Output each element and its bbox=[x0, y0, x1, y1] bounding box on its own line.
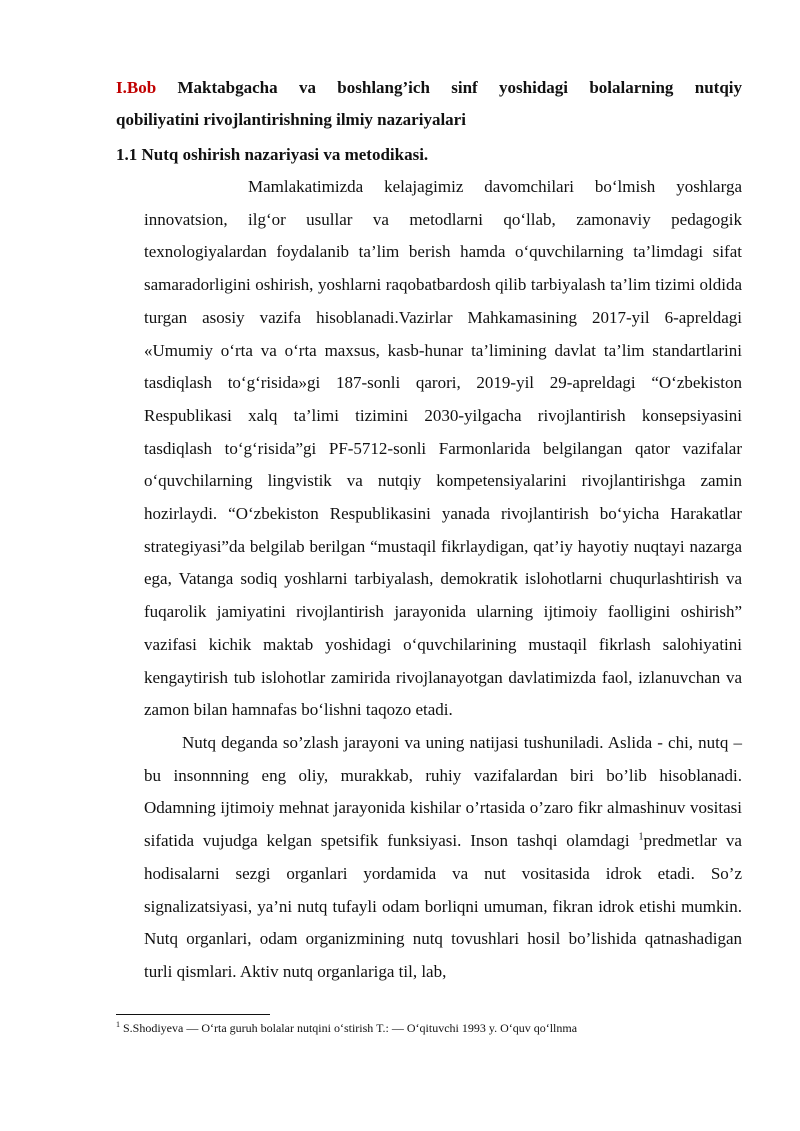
section-title: 1.1 Nutq oshirish nazariyasi va metodikasi. bbox=[116, 145, 429, 164]
footnote-reference[interactable]: 1 bbox=[638, 831, 644, 843]
body-paragraph-1: Mamlakatimizda kelajagimiz davomchilari bo‘lmish yoshlarga innovatsion, ilg‘or usullar va metodlarni qo‘llab, zamonaviy pedagogik texnologiyalardan foydalanib ta’lim berish hamda o‘quvchilarning ta’limdagi sifat samaradorligini oshirish, yoshlarni raqobatbardosh qilib tarbiyalash ta’lim tizimi oldida turgan asosiy vazifa hisoblanadi.Vazirlar Mahkamasining 2017-yil 6-apreldagi «Umumiy o‘rta va o‘rta maxsus, kasb-hunar ta’limining davlat ta’lim standartlarini tasdiqlash to‘g‘risida»gi 187-sonli qarori, 2019-yil 29-apreldagi “O‘zbekiston Respublikasi xalq ta’limi tizimini 2030-yilgacha rivojlantirish konsepsiyasini tasdiqlash to‘g‘risida”gi PF-5712-sonli Farmonlarida belgilangan qator vazifalar o‘quvchilarning lingvistik va nutqiy kompetensiyalarini rivojlantirishga zamin hozirlaydi. “O‘zbekiston Respublikasini yanada rivojlantirish bo‘yicha Harakatlar strategiyasi”da belgilab berilgan “mustaqil fikrlaydigan, qat’iy hayotiy nuqtayi nazarga ega, Vatanga sodiq yoshlarni tarbiyalash, demokratik islohotlarni chuqurlashtirish va fuqarolik jamiyatini rivojlantirish jarayonida ularning ijtimoiy faolligini oshirish” vazifasi kichik maktab yoshidagi o‘quvchilarining mustaqil fikrlash salohiyatini kengaytirish tub islohotlar zamirida rivojlanayotgan davlatimizda faol, izlanuvchan va zamon bilan hamnafas bo‘lishni taqozo etadi. bbox=[144, 177, 742, 720]
footnote-text: S.Shodiyeva — O‘rta guruh bolalar nutqini o‘stirish T.: — O‘qituvchi 1993 y. O‘quv qo‘llnma bbox=[120, 1021, 578, 1035]
paragraph-2-text-a: Nutq deganda so’zlash jarayoni va uning natijasi tushuniladi. Aslida - chi, nutq – bu insonnning eng oliy, murakkab, ruhiy vazifalardan biri bo’lib hisoblanadi. Odamning ijtimoiy mehnat jarayonida kishilar o’rtasida o’zaro fikr almashinuv vositasi sifatida vujudga kelgan spetsifik funksiyasi. Inson tashqi olamdagi bbox=[144, 733, 742, 851]
footnote-mark: 1 bbox=[116, 1020, 120, 1029]
footnote-divider bbox=[116, 1014, 270, 1015]
chapter-title-line-1 bbox=[116, 72, 742, 104]
paragraph-2-text-b: predmetlar va hodisalarni sezgi organlari yordamida va nut vositasida idrok etadi. So’z signalizatsiyasi, ya’ni nutq tufayli odam borliqni umuman, fikran idrok etishi mumkin. Nutq organlari, odam organizmining nutq tovushlari hosil bo’lishida qatnashadigan turli qismlari. Aktiv nutq organlariga til, lab, bbox=[144, 831, 742, 981]
chapter-title-text: Maktabgacha va boshlang’ich sinf yoshidagi bolalarning nutqiy bbox=[177, 78, 742, 97]
chapter-title-line-2: qobiliyatini rivojlantirishning ilmiy nazariyalari bbox=[116, 110, 466, 129]
chapter-label: I.Bob bbox=[116, 78, 157, 97]
body-paragraph-2 bbox=[144, 727, 742, 989]
footnote bbox=[116, 1020, 577, 1036]
